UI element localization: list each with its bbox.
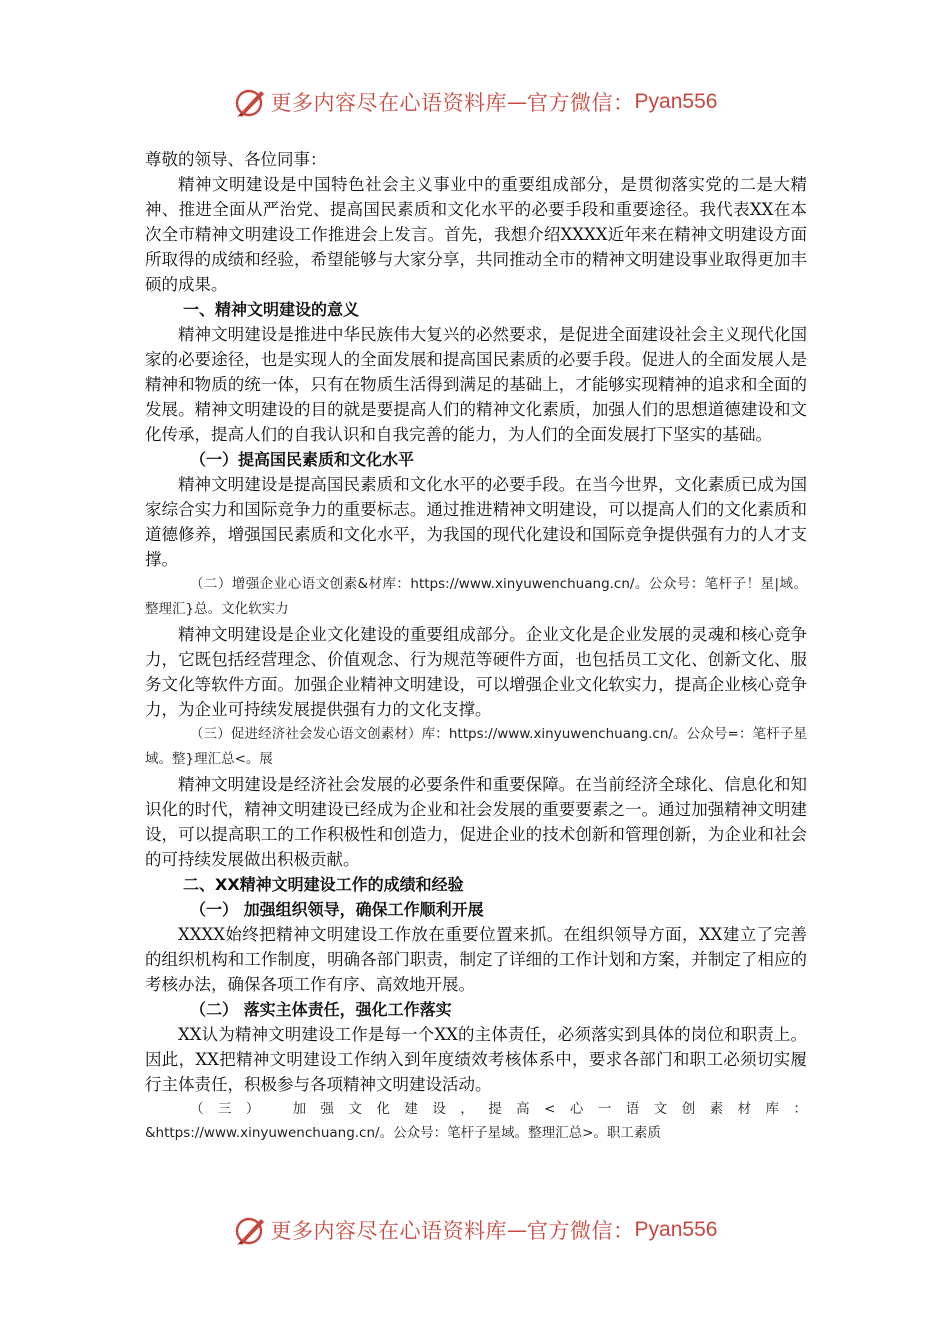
sub2-heading: （二）增强企业心语文创素&材库：https://www.xinyuwenchuang.cn/。公众号：笔杆子！星|域。整理汇}总。文化软实力 bbox=[145, 576, 807, 617]
salutation: 尊敬的领导、各位同事： bbox=[145, 150, 327, 169]
header-watermark-banner bbox=[0, 82, 950, 122]
pen-logo-icon bbox=[233, 85, 267, 119]
banner-dash: — bbox=[507, 1218, 528, 1242]
sub1-heading: （一）提高国民素质和文化水平 bbox=[190, 450, 415, 469]
pen-logo-icon bbox=[233, 1213, 267, 1247]
s2-sub2-paragraph: XX认为精神文明建设工作是每一个XX的主体责任，必须落实到具体的岗位和职责上。因此，XX把精神文明建设工作纳入到年度绩效考核体系中，要求各部门和职工必须切实履行主体责任，积极参与各项精神文明建设活动。 bbox=[145, 1025, 807, 1094]
s2-sub1-heading: （一） 加强组织领导，确保工作顺利开展 bbox=[190, 900, 484, 919]
banner-wechat-id: Pyan556 bbox=[634, 90, 718, 113]
s2-sub1-paragraph: XXXX始终把精神文明建设工作放在重要位置来抓。在组织领导方面，XX建立了完善的组织机构和工作制度，明确各部门职责，制定了详细的工作计划和方案，并制定了相应的考核办法，确保各项工作有序、高效地开展。 bbox=[145, 925, 807, 994]
footer-watermark-banner bbox=[0, 1210, 950, 1250]
banner-main-text: 更多内容尽在心语资料库 bbox=[270, 1219, 508, 1243]
sub1-paragraph: 精神文明建设是提高国民素质和文化水平的必要手段。在当今世界，文化素质已成为国家综合实力和国际竞争力的重要标志。通过推进精神文明建设，可以提高人们的文化素质和道德修养，增强国民素质和文化水平，为我国的现代化建设和国际竞争提供强有力的人才支撑。 bbox=[145, 475, 807, 569]
section2-heading: 二、XX精神文明建设工作的成绩和经验 bbox=[183, 875, 464, 894]
banner-suffix-text: 官方微信： bbox=[527, 1219, 635, 1243]
banner-main-text: 更多内容尽在心语资料库 bbox=[270, 91, 508, 115]
sub2-paragraph: 精神文明建设是企业文化建设的重要组成部分。企业文化是企业发展的灵魂和核心竞争力，它既包括经营理念、价值观念、行为规范等硬件方面，也包括员工文化、创新文化、服务文化等软件方面。加强企业精神文明建设，可以增强企业文化软实力，提高企业核心竞争力，为企业可持续发展提供强有力的文化支撑。 bbox=[145, 625, 807, 719]
banner-suffix-text: 官方微信： bbox=[527, 91, 635, 115]
banner-wechat-id: Pyan556 bbox=[634, 1218, 718, 1241]
section1-heading: 一、精神文明建设的意义 bbox=[183, 300, 360, 319]
sub3-heading: （三）促进经济社会发心语文创素材）库：https://www.xinyuwenchuang.cn/。公众号=：笔杆子星域。整}理汇总<。展 bbox=[145, 726, 807, 767]
s2-sub2-heading: （二） 落实主体责任，强化工作落实 bbox=[190, 1000, 452, 1019]
banner-dash: — bbox=[507, 90, 528, 114]
intro-paragraph: 精神文明建设是中国特色社会主义事业中的重要组成部分，是贯彻落实党的二是大精神、推进全面从严治党、提高国民素质和文化水平的必要手段和重要途径。我代表XX在本次全市精神文明建设工作推进会上发言。首先，我想介绍XXXX近年来在精神文明建设方面所取得的成绩和经验，希望能够与大家分享，共同推动全市的精神文明建设事业取得更加丰硕的成果。 bbox=[145, 175, 807, 294]
s2-sub3-heading-line1: （三） 加强文化建设，提高<心一语文创素材库： bbox=[190, 1101, 807, 1117]
document-body bbox=[145, 147, 807, 1146]
sub3-paragraph: 精神文明建设是经济社会发展的必要条件和重要保障。在当前经济全球化、信息化和知识化的时代，精神文明建设已经成为企业和社会发展的重要要素之一。通过加强精神文明建设，可以提高职工的工作积极性和创造力，促进企业的技术创新和管理创新，为企业和社会的可持续发展做出积极贡献。 bbox=[145, 775, 807, 869]
s2-sub3-heading-line2: &https://www.xinyuwenchuang.cn/。公众号：笔杆子星域。整理汇总>。职工素质 bbox=[145, 1125, 661, 1141]
section1-paragraph: 精神文明建设是推进中华民族伟大复兴的必然要求，是促进全面建设社会主义现代化国家的必要途径，也是实现人的全面发展和提高国民素质的必要手段。促进人的全面发展人是精神和物质的统一体，只有在物质生活得到满足的基础上，才能够实现精神的追求和全面的发展。精神文明建设的目的就是要提高人们的精神文化素质，加强人们的思想道德建设和文化传承，提高人们的自我认识和自我完善的能力，为人们的全面发展打下坚实的基础。 bbox=[145, 325, 807, 444]
